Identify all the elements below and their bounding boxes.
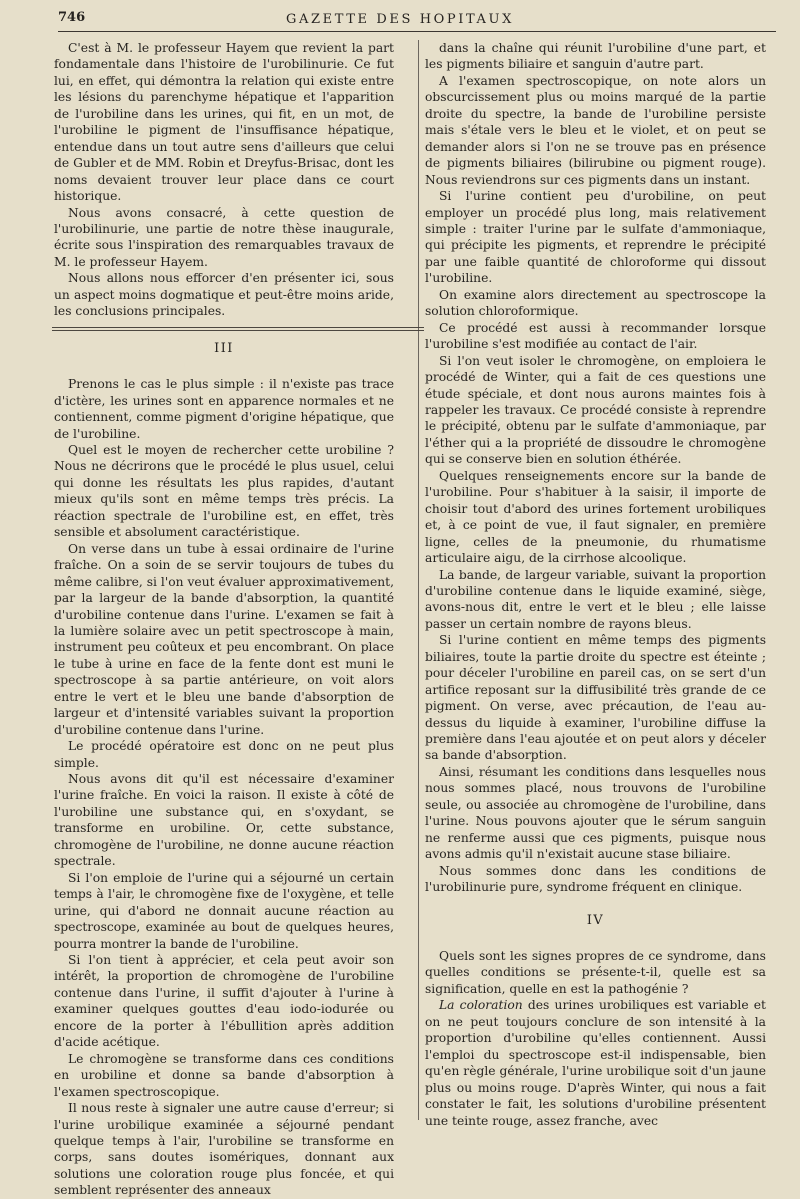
paragraph: Nous avons dit qu'il est nécessaire d'examiner l'urine fraîche. En voici la raison. Il existe à côté de l'urobiline une substance qui, en s'oxydant, se transforme en urobiline. Or, cette substance, chromogène de l'urobiline, ne donne aucune réaction spectrale. [54, 772, 394, 869]
column-divider [418, 40, 419, 1120]
paragraph: Quel est le moyen de rechercher cette urobiline ? Nous ne décrirons que le procédé le plus usuel, celui qui donne les résultats les plus rapides, d'autant mieux qu'ils sont en même temps très précis. La réaction spectrale de l'urobiline est, en effet, très sensible et absolument caractéristique. [54, 442, 394, 540]
paragraph: On examine alors directement au spectroscope la solution chloroformique. [425, 287, 766, 319]
paragraph: Le chromogène se transforme dans ces conditions en urobiline et donne sa bande d'absorption à l'examen spectroscopique. [54, 1051, 394, 1099]
paragraph: Si l'urine contient en même temps des pigments biliaires, toute la partie droite du spectre est éteinte ; pour déceler l'urobiline en pareil cas, on se sert d'un artifice reposant sur la diffusibilité très grande de ce pigment. On verse, avec précaution, de l'eau au-dessus du liquide à examiner, l'urobiline diffuse la première dans l'eau ajoutée et on peut alors y déceler sa bande d'absorption. [425, 633, 766, 763]
paragraph: Nous avons consacré, à cette question de l'urobilinurie, une partie de notre thèse inaugurale, écrite sous l'inspiration des remarquables travaux de M. le professeur Hayem. [54, 205, 394, 269]
header-rule [58, 31, 776, 32]
paragraph: Quels sont les signes propres de ce syndrome, dans quelles conditions se présente-t-il, quelle est sa signification, quelle en est la pathogénie ? [425, 949, 766, 996]
paragraph: Si l'on veut isoler le chromogène, on emploiera le procédé de Winter, qui a fait de ces questions une étude spéciale, et dont nous aurons maintes fois à rappeler les travaux. Ce procédé consiste à reprendre le précipité, obtenu par le sulfate d'ammoniaque, par l'éther qui a la propriété de dissoudre le chromogène qui se conserve bien en solution éthérée. [425, 353, 766, 467]
paragraph: Ce procédé est aussi à recommander lorsque l'urobiline s'est modifiée au contact de l'air. [425, 320, 766, 352]
paragraph: Nous allons nous efforcer d'en présenter ici, sous un aspect moins dogmatique et peut-être moins aride, les conclusions principales. [54, 271, 394, 319]
paragraph [425, 997, 766, 1129]
paragraph: Il nous reste à signaler une autre cause d'erreur; si l'urine urobilique examinée a séjourné pendant quelque temps à l'air, l'urobiline se transforme en corps, sans doutes isomériques, donnant aux solutions une coloration rouge plus foncée, et qui semblent représenter des anneaux [54, 1101, 394, 1198]
paragraph: Nous sommes donc dans les conditions de l'urobilinurie pure, syndrome fréquent en clinique. [425, 863, 766, 895]
section-rule [52, 327, 424, 331]
left-column [54, 40, 394, 1199]
journal-title: GAZETTE DES HOPITAUX [286, 12, 514, 27]
paragraph: Si l'on tient à apprécier, et cela peut avoir son intérêt, la proportion de chromogène de l'urobiline contenue dans l'urine, il suffit d'ajouter à l'urine à examiner quelques gouttes d'eau iodo-iodurée ou encore de la porter à l'ébullition après addition d'acide acétique. [54, 953, 394, 1050]
paragraph: A l'examen spectroscopique, on note alors un obscurcissement plus ou moins marqué de la partie droite du spectre, la bande de l'urobiline persiste mais s'étale vers le bleu et le violet, et on peut se demander alors si l'on ne se trouve pas en présence de pigments biliaires (bilirubine ou pigment rouge). Nous reviendrons sur ces pigments dans un instant. [425, 73, 766, 187]
paragraph: Le procédé opératoire est donc on ne peut plus simple. [54, 739, 394, 770]
paragraph: Si l'urine contient peu d'urobiline, on peut employer un procédé plus long, mais relativement simple : traiter l'urine par le sulfate d'ammoniaque, qui précipite les pigments, et reprendre le précipité par une faible quantité de chloroforme qui dissout l'urobiline. [425, 189, 766, 286]
section-heading-iii: III [214, 340, 234, 356]
paragraph: C'est à M. le professeur Hayem que revient la part fondamentale dans l'histoire de l'urobilinurie. Ce fut lui, en effet, qui démontra la relation qui existe entre les lésions du parenchyme hépatique et l'apparition de l'urobiline dans les urines, qui fit, en un mot, de l'urobiline le pigment de l'insuffisance hépatique, entendue dans un tout autre sens d'ailleurs que celui de Gubler et de MM. Robin et Dreyfus-Brisac, dont les noms devaient trouver leur place dans ce court historique. [54, 41, 394, 204]
right-column [425, 40, 766, 1129]
paragraph: Prenons le cas le plus simple : il n'existe pas trace d'ictère, les urines sont en apparence normales et ne contiennent, comme pigment d'origine hépatique, que de l'urobiline. [54, 377, 394, 441]
paragraph: La bande, de largeur variable, suivant la proportion d'urobiline contenue dans le liquide examiné, siège, avons-nous dit, entre le vert et le bleu ; elle laisse passer un certain nombre de rayons bleus. [425, 567, 766, 631]
paragraph: dans la chaîne qui réunit l'urobiline d'une part, et les pigments biliaire et sanguin d'autre part. [425, 41, 766, 72]
paragraph-text: des urines urobiliques est variable et on ne peut toujours conclure de son intensité à la proportion d'urobiline qu'elles contiennent. Aussi l'emploi du spectroscope est-il indispensable, bien qu'en règle générale, l'urine urobilique soit d'un jaune plus ou moins rouge. D'après Winter, qui nous a fait constater le fait, les solutions d'urobiline présentent une teinte rouge, assez franche, avec [425, 998, 766, 1128]
paragraph: Ainsi, résumant les conditions dans lesquelles nous nous sommes placé, nous trouvons de l'urobiline seule, ou associée au chromogène de l'urobiline, dans l'urine. Nous pouvons ajouter que le sérum sanguin ne renferme aussi que ces pigments, puisque nous avons admis qu'il n'existait aucune stase biliaire. [425, 764, 766, 862]
paragraph: Si l'on emploie de l'urine qui a séjourné un certain temps à l'air, le chromogène fixe de l'oxygène, et telle urine, qui d'abord ne donnait aucune réaction au spectroscope, examinée au bout de quelques heures, pourra montrer la bande de l'urobiline. [54, 870, 394, 951]
page-number: 746 [58, 10, 86, 25]
emphasized-term: La coloration [439, 998, 523, 1013]
paragraph: On verse dans un tube à essai ordinaire de l'urine fraîche. On a soin de se servir toujours de tubes du même calibre, si l'on veut évaluer approximativement, par la largeur de la bande d'absorption, la quantité d'urobiline contenue dans l'urine. L'examen se fait à la lumière solaire avec un petit spectroscope à main, instrument peu coûteux et peu encombrant. On place le tube à urine en face de la fente dont est muni le spectroscope à sa partie antérieure, on voit alors entre le vert et le bleu une bande d'absorption de largeur et d'intensité variables suivant la proportion d'urobiline contenue dans l'urine. [54, 541, 394, 737]
section-heading-iv: IV [586, 912, 605, 928]
paragraph: Quelques renseignements encore sur la bande de l'urobiline. Pour s'habituer à la saisir, il importe de choisir tout d'abord des urines fortement urobiliques et, à ce point de vue, il faut signaler, en première ligne, celles de la pneumonie, du rhumatisme articulaire aigu, de la cirrhose alcoolique. [425, 468, 766, 566]
